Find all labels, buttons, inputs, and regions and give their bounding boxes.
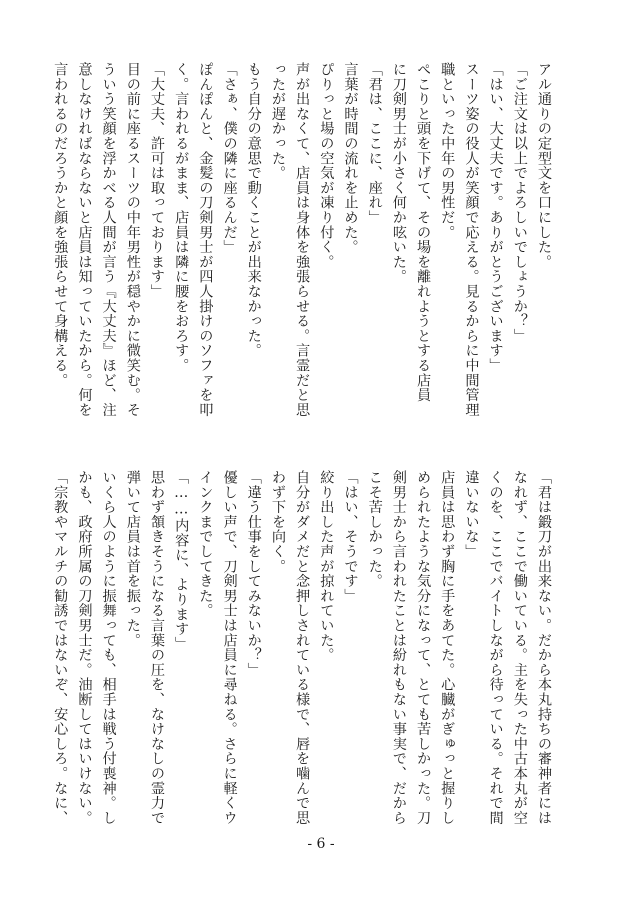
text-line: かも、政府所属の刀剣男士だ。油断してはいけない。 bbox=[76, 470, 93, 826]
text-line: 言われるのだろうかと顔を強張らせて身構える。 bbox=[52, 62, 69, 388]
text-line: インクまでしてきた。 bbox=[197, 470, 214, 618]
text-line: 自分がダメだと念押しされている様で、唇を噛んで思 bbox=[294, 470, 311, 826]
text-line: 「君は鍛刀が出来ない。だから本丸持ちの審神者には bbox=[536, 470, 552, 826]
text-line: 「君は、ここに、座れ」 bbox=[366, 62, 383, 225]
text-line: 「宗教やマルチの勧誘ではないぞ、安心しろ。なに、 bbox=[52, 470, 69, 826]
text-line: 絞り出した声が掠れていた。 bbox=[318, 470, 335, 663]
text-line: く。言われるがまま、店員は隣に腰をおろす。 bbox=[173, 62, 190, 373]
text-line: ぺこりと頭を下げて、その場を離れようとする店員 bbox=[415, 62, 432, 403]
text-line: められたような気分になって、とても苦しかった。刀 bbox=[415, 470, 432, 826]
text-line: ぽんぽんと、金髪の刀剣男士が四人掛けのソファを叩 bbox=[197, 62, 214, 418]
upper-text-block bbox=[52, 62, 554, 432]
text-line: 店員は思わず胸に手をあてた。心臓がぎゅっと握りし bbox=[439, 470, 456, 826]
text-line: 声が出なくて、店員は身体を強張らせる。言霊だと思 bbox=[294, 62, 311, 418]
text-line: こそ苦しかった。 bbox=[366, 470, 383, 589]
text-line: 違いないな」 bbox=[463, 470, 480, 559]
text-line: 「さぁ、僕の隣に座るんだ」 bbox=[221, 62, 238, 255]
text-line: アル通りの定型文を口にした。 bbox=[536, 62, 552, 270]
text-line: 剣男士から言われたことは紛れもない事実で、だから bbox=[390, 470, 407, 826]
text-line: ぴりっと場の空気が凍り付く。 bbox=[318, 62, 335, 270]
text-line: 目の前に座るスーツの中年男性が穏やかに微笑む。そ bbox=[124, 62, 141, 418]
lower-text-block bbox=[52, 470, 554, 840]
text-line: 言葉が時間の流れを止めた。 bbox=[342, 62, 359, 255]
text-line: 意しなければならないと店員は知っていたから。何を bbox=[76, 62, 93, 418]
text-line: 優しい声で、刀剣男士は店員に尋ねる。さらに軽くウ bbox=[221, 470, 238, 826]
text-line: 「ご注文は以上でよろしいでしょうか？」 bbox=[511, 62, 528, 344]
text-line: もう自分の意思で動くことが出来なかった。 bbox=[245, 62, 262, 358]
text-line: わず下を向く。 bbox=[269, 470, 286, 574]
page-number: - 6 - bbox=[307, 836, 335, 852]
text-line: 「大丈夫、許可は取っております」 bbox=[149, 62, 165, 299]
text-line: 弾いて店員は首を振った。 bbox=[124, 470, 141, 648]
text-line: ったが遅かった。 bbox=[269, 62, 286, 181]
text-line: 職といった中年の男性だ。 bbox=[439, 62, 456, 240]
text-line: スーツ姿の役人が笑顔で応える。見るからに中間管理 bbox=[463, 62, 480, 418]
text-line: 「違う仕事をしてみないか？」 bbox=[245, 470, 262, 678]
text-line: 「はい、大丈夫です。ありがとうございます」 bbox=[487, 62, 504, 373]
text-line: いくら人のように振舞っても、相手は戦う付喪神。し bbox=[100, 470, 117, 826]
text-line: 「……内容に、よります」 bbox=[173, 470, 190, 652]
text-line: ういう笑顔を浮かべる人間が言う『大丈夫』ほど、注 bbox=[100, 62, 117, 418]
text-line: なれず、ここで働いている。主を失った中古本丸が空 bbox=[511, 470, 528, 826]
text-line: 思わず頷きそうになる言葉の圧を、なけなしの霊力で bbox=[149, 470, 165, 826]
text-line: くのを、ここでバイトしながら待っている。それで間 bbox=[487, 470, 504, 826]
text-line: 「はい、そうです」 bbox=[342, 470, 359, 604]
text-line: に刀剣男士が小さく何か呟いた。 bbox=[390, 62, 407, 284]
